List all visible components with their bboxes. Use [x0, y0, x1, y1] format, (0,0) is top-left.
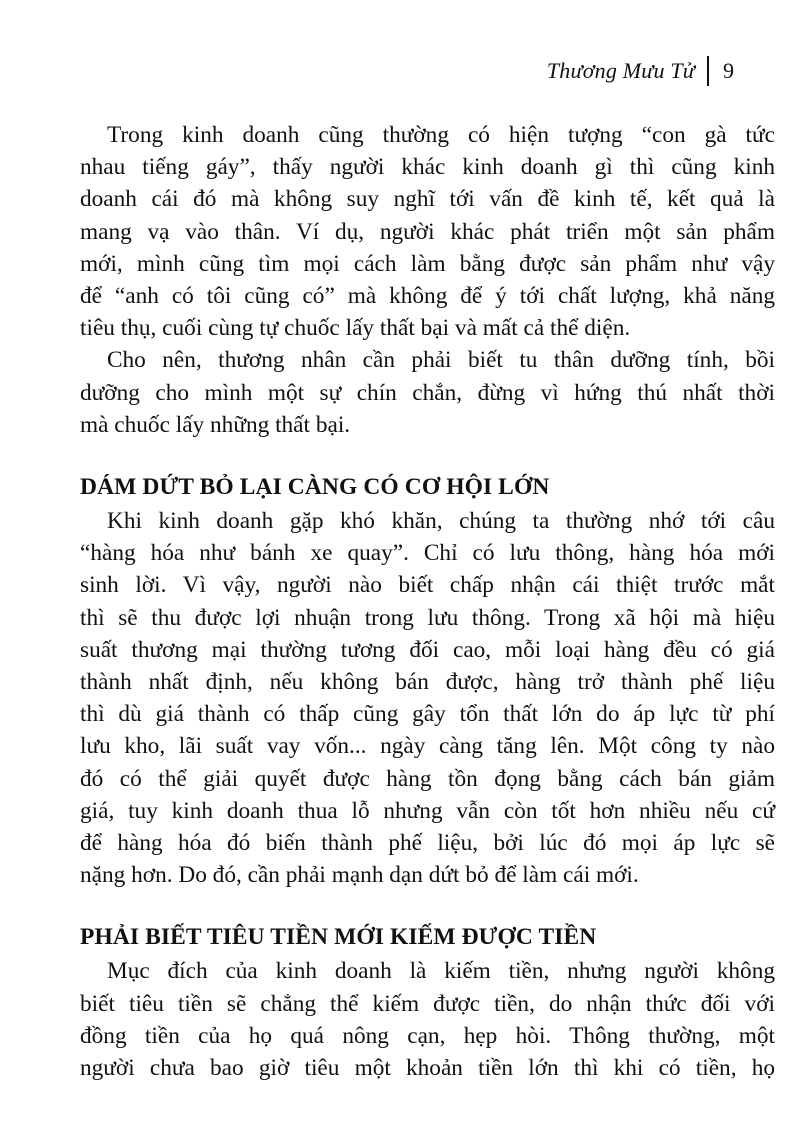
page-body: [80, 119, 775, 1084]
text-line: suất thương mại thường tương đối cao, mỗi loại hàng đều có giá: [80, 636, 775, 663]
text-line: mới, mình cũng tìm mọi cách làm bằng được sản phẩm như vậy: [80, 250, 775, 277]
text-line: mà chuốc lấy những thất bại.: [80, 411, 351, 438]
text-line: thành nhất định, nếu không bán được, hàng trở thành phế liệu: [80, 669, 775, 696]
text-line: người chưa bao giờ tiêu một khoản tiền lớn thì khi có tiền, họ: [80, 1055, 775, 1082]
book-title: Thương Mưu Tử: [546, 58, 695, 83]
text-line: Trong kinh doanh cũng thường có hiện tượng “con gà tức: [107, 122, 775, 148]
section-heading: DÁM DỨT BỎ LẠI CÀNG CÓ CƠ HỘI LỚN: [80, 474, 550, 501]
text-line: nặng hơn. Do đó, cần phải mạnh dạn dứt bỏ để làm cái mới.: [80, 862, 639, 889]
text-line: thì dù giá thành có thấp cũng gây tổn thất lớn do áp lực từ phí: [80, 701, 775, 728]
text-line: biết tiêu tiền sẽ chẳng thể kiếm được tiền, do nhận thức đối với: [80, 990, 775, 1017]
running-head: [547, 56, 734, 86]
text-line: “hàng hóa như bánh xe quay”. Chỉ có lưu thông, hàng hóa mới: [80, 540, 775, 567]
paragraph: [80, 955, 775, 1084]
text-line: doanh cái đó mà không suy nghĩ tới vấn đề kinh tế, kết quả là: [80, 186, 775, 213]
text-line: Mục đích của kinh doanh là kiếm tiền, nhưng người không: [107, 958, 775, 985]
page-number: 9: [723, 58, 734, 83]
text-line: để “anh có tôi cũng có” mà không để ý tới chất lượng, khả năng: [80, 283, 775, 310]
text-line: dưỡng cho mình một sự chín chắn, đừng vì hứng thú nhất thời: [80, 379, 775, 406]
text-line: Khi kinh doanh gặp khó khăn, chúng ta thường nhớ tới câu: [107, 508, 775, 535]
paragraph: [80, 344, 775, 441]
text-line: tiêu thụ, cuối cùng tự chuốc lấy thất bại và mất cả thể diện.: [80, 315, 631, 342]
text-line: đó có thể giải quyết được hàng tồn đọng bằng cách bán giảm: [80, 765, 775, 792]
text-line: để hàng hóa đó biến thành phế liệu, bởi lúc đó mọi áp lực sẽ: [80, 830, 775, 857]
text-line: mang vạ vào thân. Ví dụ, người khác phát triển một sản phẩm: [80, 218, 775, 245]
paragraph: [80, 119, 775, 344]
text-line: Cho nên, thương nhân cần phải biết tu thân dưỡng tính, bồi: [107, 347, 775, 374]
text-line: sinh lời. Vì vậy, người nào biết chấp nhận cái thiệt trước mắt: [80, 572, 775, 599]
text-line: đồng tiền của họ quá nông cạn, hẹp hòi. Thông thường, một: [80, 1022, 775, 1049]
text-line: nhau tiếng gáy”, thấy người khác kinh doanh gì thì cũng kinh: [80, 154, 775, 181]
text-line: thì sẽ thu được lợi nhuận trong lưu thông. Trong xã hội mà hiệu: [80, 604, 775, 631]
section-heading: PHẢI BIẾT TIÊU TIỀN MỚI KIẾM ĐƯỢC TIỀN: [80, 924, 597, 951]
paragraph: [80, 505, 775, 891]
text-line: giá, tuy kinh doanh thua lỗ nhưng vẫn còn tốt hơn nhiều nếu cứ: [80, 797, 775, 824]
header-separator-rule: [707, 56, 709, 86]
text-line: lưu kho, lãi suất vay vốn... ngày càng tăng lên. Một công ty nào: [80, 733, 775, 760]
